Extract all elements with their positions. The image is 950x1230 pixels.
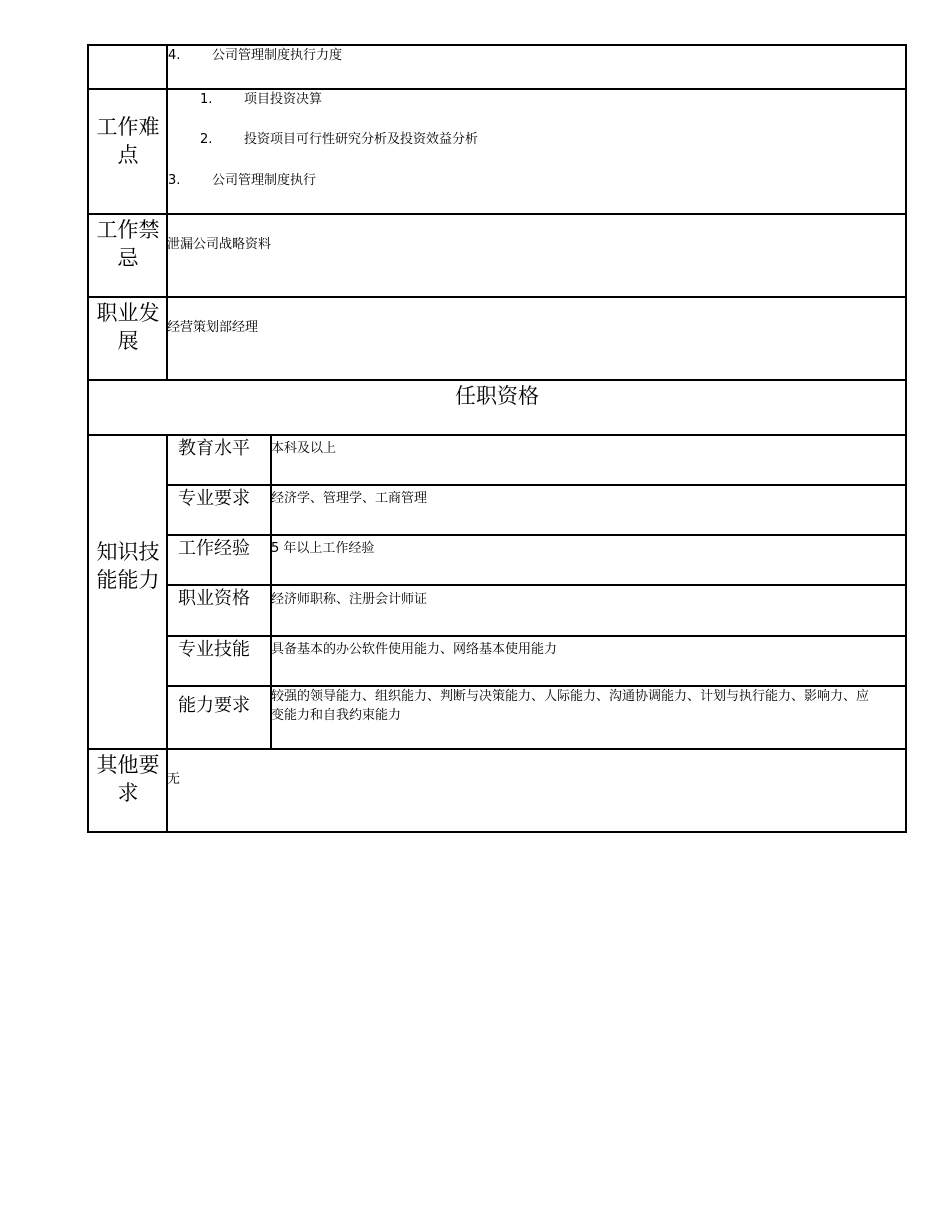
knowledge-row-value: 较强的领导能力、组织能力、判断与决策能力、人际能力、沟通协调能力、计划与执行能力、影响力、应变能力和自我约束能力 — [271, 689, 870, 723]
other-label: 其他要求 — [96, 753, 160, 805]
taboo-label: 工作禁忌 — [96, 218, 160, 270]
career-label: 职业发展 — [96, 301, 160, 353]
knowledge-row-label: 工作经验 — [178, 538, 250, 559]
top-row-text: 公司管理制度执行力度 — [212, 48, 343, 63]
knowledge-row-value: 经济师职称、注册会计师证 — [271, 592, 428, 607]
knowledge-row-value: 本科及以上 — [271, 441, 337, 456]
knowledge-row-label: 专业技能 — [178, 639, 250, 660]
difficulty-item-number: 1. — [200, 92, 213, 107]
row-border — [87, 296, 907, 298]
row-border — [166, 484, 907, 486]
row-border — [87, 379, 907, 381]
taboo-text: 泄漏公司战略资料 — [167, 237, 272, 252]
knowledge-row-label: 专业要求 — [178, 488, 250, 509]
difficulty-item: 投资项目可行性研究分析及投资效益分析 — [244, 132, 479, 147]
other-text: 无 — [167, 772, 181, 787]
career-text: 经营策划部经理 — [167, 320, 259, 335]
row-border — [87, 44, 907, 46]
top-row-number: 4. — [168, 48, 181, 63]
row-border — [166, 584, 907, 586]
knowledge-row-value: 具备基本的办公软件使用能力、网络基本使用能力 — [271, 642, 558, 657]
knowledge-row-value: 5 年以上工作经验 — [271, 541, 375, 556]
row-border — [87, 748, 907, 750]
difficulty-item: 公司管理制度执行 — [212, 173, 317, 188]
difficulty-label: 工作难点 — [96, 115, 160, 167]
row-border — [87, 213, 907, 215]
knowledge-row-value: 经济学、管理学、工商管理 — [271, 491, 428, 506]
difficulty-item: 项目投资决算 — [244, 92, 323, 107]
knowledge-label: 知识技能能力 — [96, 540, 160, 592]
row-border — [166, 635, 907, 637]
difficulty-item-number: 3. — [168, 173, 181, 188]
knowledge-row-label: 能力要求 — [178, 695, 250, 716]
knowledge-row-label: 教育水平 — [178, 438, 250, 459]
row-border — [166, 534, 907, 536]
difficulty-item-number: 2. — [200, 132, 213, 147]
row-border — [87, 831, 907, 833]
qualification-title: 任职资格 — [455, 384, 539, 408]
row-border — [87, 434, 907, 436]
knowledge-row-label: 职业资格 — [178, 588, 250, 609]
col-border — [905, 44, 907, 833]
